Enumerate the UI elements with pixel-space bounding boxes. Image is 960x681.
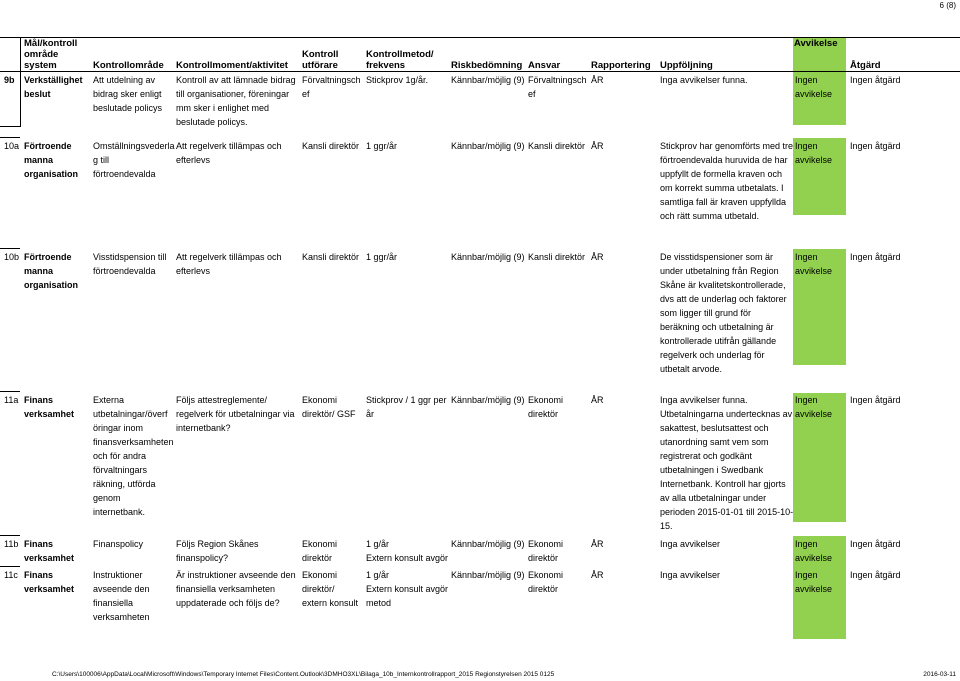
header-bottom-line	[0, 71, 960, 72]
row-responsible: Ekonomi direktör	[528, 570, 564, 594]
row-area: Visstidspension till förtroendevalda	[93, 252, 167, 276]
row-deviation: Ingen avvikelse	[795, 75, 833, 99]
row-area: Att utdelning av bidrag sker enligt beslutade policys	[93, 75, 163, 113]
header-deviation: Avvikelse	[794, 38, 838, 49]
row-moment: Att regelverk tillämpas och efterlevs	[176, 252, 282, 276]
row-deviation: Ingen avvikelse	[795, 395, 833, 419]
row-executor: Kansli direktör	[302, 141, 360, 151]
row-goal: Finans verksamhet	[24, 570, 75, 594]
row-11b-top-line	[0, 535, 20, 536]
header-moment: Kontrollmoment/aktivitet	[176, 60, 288, 71]
header-action: Åtgärd	[850, 60, 881, 71]
row-action: Ingen åtgärd	[850, 570, 901, 580]
row-followup: Inga avvikelser funna. Utbetalningarna undertecknas av sakattest, beslutsattest och utanordning samt vem som registrerat och godkänt utbetalningen i Swedbank Internetbank. Kontroll har gjorts av alla utbetalningar under perioden 2015-01-01 till 2015-10- 15.	[660, 395, 794, 531]
row-id: 9b	[4, 75, 15, 85]
row-moment: Att regelverk tillämpas och efterlevs	[176, 141, 282, 165]
row-id: 10a	[4, 141, 20, 151]
header-area: Kontrollområde	[93, 60, 164, 71]
row-executor: Ekonomi direktör/ extern konsult	[302, 570, 359, 608]
row-id: 10b	[4, 252, 20, 262]
row-method: 1 g/år Extern konsult avgör metod	[366, 570, 449, 608]
row-responsible: Kansli direktör	[528, 141, 586, 151]
row-risk: Kännbar/möjlig (9)	[451, 570, 525, 580]
row-10a-top-line	[0, 137, 20, 138]
row-followup: De visstidspensioner som är under utbetalning från Region Skåne är kvalitetskontrollerade, dvs att de underlag och faktorer som ligger till grund för beräkning och utbetalning är kontrollerade utifrån gällande regelverk och underlag för utbetalt arvode.	[660, 252, 787, 374]
row-reporting: ÅR	[591, 539, 604, 549]
row-action: Ingen åtgärd	[850, 75, 901, 85]
row-action: Ingen åtgärd	[850, 395, 901, 405]
row-deviation: Ingen avvikelse	[795, 570, 833, 594]
row-reporting: ÅR	[591, 395, 604, 405]
row-deviation: Ingen avvikelse	[795, 252, 833, 276]
row-reporting: ÅR	[591, 75, 604, 85]
row-area: Externa utbetalningar/överf öringar inom finansverksamheten och för andra förvaltningars räkning, utförda genom internetbank.	[93, 395, 174, 517]
header-executor: Kontroll utförare	[302, 49, 339, 71]
header-followup: Uppföljning	[660, 60, 713, 71]
row-risk: Kännbar/möjlig (9)	[451, 141, 525, 151]
row-11a-top-line	[0, 391, 20, 392]
row-followup: Inga avvikelser	[660, 539, 721, 549]
row-moment: Följs attestreglemente/ regelverk för utbetalningar via internetbank?	[176, 395, 295, 433]
row-followup: Inga avvikelser	[660, 570, 721, 580]
row-risk: Kännbar/möjlig (9)	[451, 252, 525, 262]
row-reporting: ÅR	[591, 252, 604, 262]
header-goal: Mål/kontroll område system	[24, 38, 78, 71]
row-area: Omställningsvederla g till förtroendevalda	[93, 141, 175, 179]
row-action: Ingen åtgärd	[850, 252, 901, 262]
row-risk: Kännbar/möjlig (9)	[451, 75, 525, 85]
row-method: 1 ggr/år	[366, 252, 398, 262]
page-number: 6 (8)	[939, 1, 956, 10]
row-area: Finanspolicy	[93, 539, 144, 549]
row-deviation: Ingen avvikelse	[795, 141, 833, 165]
row-moment: Kontroll av att lämnade bidrag till organisationer, föreningar mm sker i enlighet med beslutade policys.	[176, 75, 296, 127]
header-responsible: Ansvar	[528, 60, 561, 71]
row-moment: Är instruktioner avseende den finansiella verksamheten uppdaterade och följs de?	[176, 570, 296, 608]
row-goal: Finans verksamhet	[24, 539, 75, 563]
row-action: Ingen åtgärd	[850, 539, 901, 549]
row-followup: Stickprov har genomförts med tre förtroendevalda huruvida de har uppfyllt de formella kraven och om korrekt summa utbetalats. I samtliga fall är kraven uppfyllda och rätt summa utbetald.	[660, 141, 794, 221]
row-11c-top-line	[0, 566, 20, 567]
row-method: Stickprov / 1 ggr per år	[366, 395, 447, 419]
row-id: 11c	[4, 570, 18, 580]
row-executor: Ekonomi direktör	[302, 539, 338, 563]
header-method: Kontrollmetod/ frekvens	[366, 49, 434, 71]
row-reporting: ÅR	[591, 141, 604, 151]
row-reporting: ÅR	[591, 570, 604, 580]
row-responsible: Kansli direktör	[528, 252, 586, 262]
row-deviation: Ingen avvikelse	[795, 539, 833, 563]
footer-date: 2016-03-11	[923, 671, 956, 678]
row-responsible: Ekonomi direktör	[528, 395, 564, 419]
row-action: Ingen åtgärd	[850, 141, 901, 151]
row-9b-bottom-line	[0, 126, 20, 127]
row-method: 1 ggr/år	[366, 141, 398, 151]
row-area: Instruktioner avseende den finansiella verksamheten	[93, 570, 150, 622]
row-id-divider	[20, 37, 21, 127]
row-goal: Verkställighet beslut	[24, 75, 83, 99]
row-responsible: Ekonomi direktör	[528, 539, 564, 563]
row-goal: Förtroende manna organisation	[24, 141, 79, 179]
footer-path: C:\Users\100006\AppData\Local\Microsoft\Windows\Temporary Internet Files\Content.Outlook\3DMHO3XL\Bilaga_10b_Internkontrollrapport_2015 Regionstyrelsen 2015 0125	[52, 671, 555, 678]
row-method: 1 g/år Extern konsult avgör	[366, 539, 449, 563]
row-executor: Kansli direktör	[302, 252, 360, 262]
row-10b-top-line	[0, 248, 20, 249]
header-risk: Riskbedömning	[451, 60, 523, 71]
row-moment: Följs Region Skånes finanspolicy?	[176, 539, 259, 563]
row-goal: Finans verksamhet	[24, 395, 75, 419]
row-method: Stickprov 1g/år.	[366, 75, 429, 85]
row-executor: Förvaltningsch ef	[302, 75, 361, 99]
row-risk: Kännbar/möjlig (9)	[451, 539, 525, 549]
row-executor: Ekonomi direktör/ GSF	[302, 395, 356, 419]
row-id: 11b	[4, 539, 19, 549]
header-reporting: Rapportering	[591, 60, 651, 71]
row-responsible: Förvaltningsch ef	[528, 75, 587, 99]
row-risk: Kännbar/möjlig (9)	[451, 395, 525, 405]
row-followup: Inga avvikelser funna.	[660, 75, 748, 85]
row-id: 11a	[4, 395, 19, 405]
row-goal: Förtroende manna organisation	[24, 252, 79, 290]
